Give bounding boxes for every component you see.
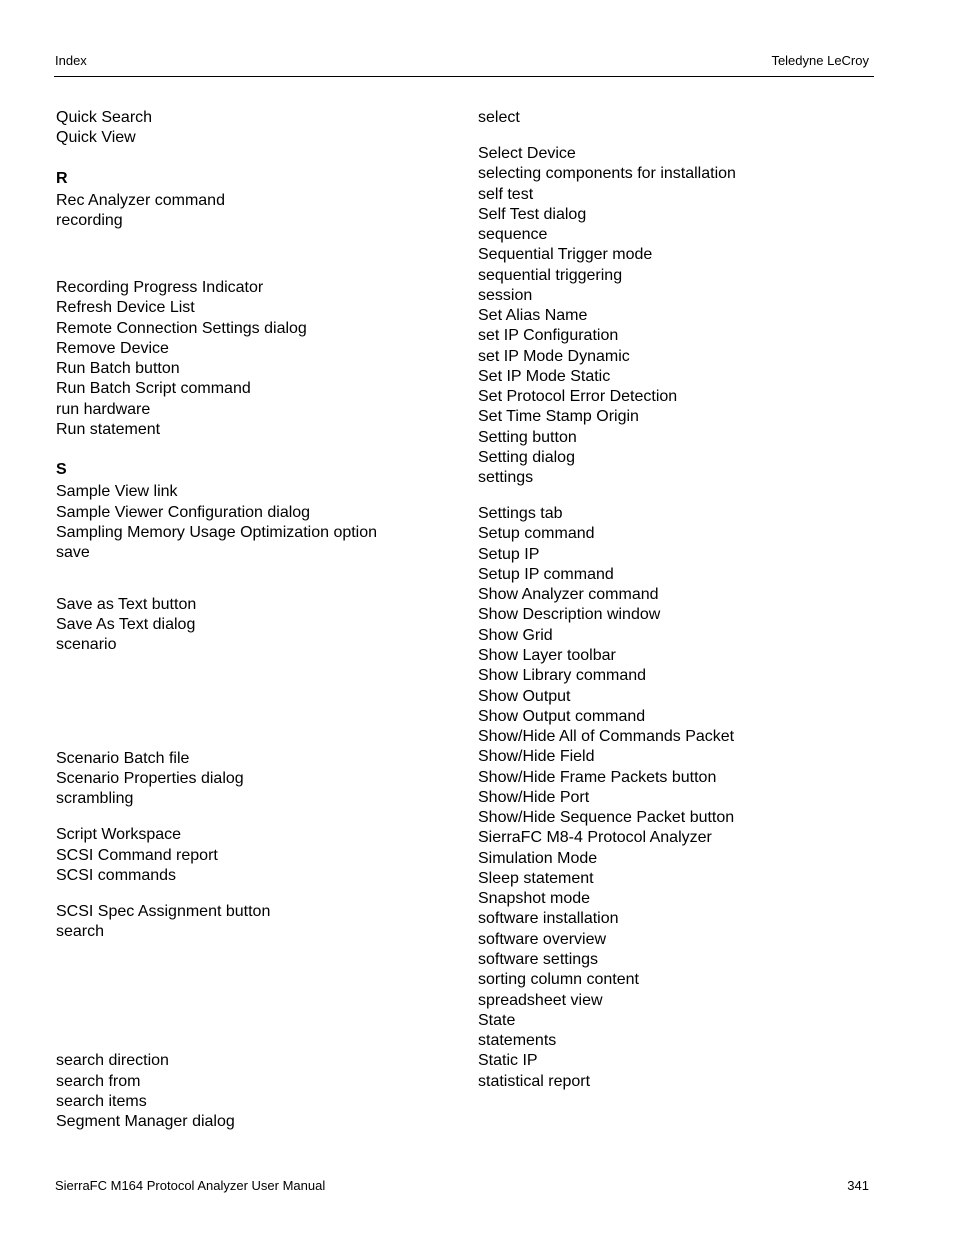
index-entry: Set IP Mode Static	[478, 368, 611, 385]
index-entry: search items	[56, 1093, 147, 1110]
index-entry: Show/Hide Field	[478, 748, 595, 765]
header-section: Index	[55, 53, 87, 68]
index-entry: Show/Hide Sequence Packet button	[478, 809, 735, 826]
index-entry: Show/Hide All of Commands Packet	[478, 728, 735, 745]
index-entry: software settings	[478, 951, 599, 968]
index-entry: Remote Connection Settings dialog	[56, 320, 307, 337]
index-entry: spreadsheet view	[478, 992, 603, 1009]
index-entry: Set Protocol Error Detection	[478, 388, 678, 405]
index-entry: Show Description window	[478, 606, 661, 623]
index-entry: SCSI Command report	[56, 847, 218, 864]
index-entry: Show Output	[478, 688, 571, 705]
section-letter: S	[56, 461, 67, 478]
index-entry: Remove Device	[56, 340, 169, 357]
index-entry: Scenario Properties dialog	[56, 770, 244, 787]
index-entry: Setting dialog	[478, 449, 575, 466]
index-entry: Sample Viewer Configuration dialog	[56, 504, 311, 521]
index-entry: Setup command	[478, 525, 595, 542]
index-entry: Quick View	[56, 129, 136, 146]
index-entry: statements	[478, 1032, 557, 1049]
index-entry: Show Layer toolbar	[478, 647, 616, 664]
index-entry: sorting column content	[478, 971, 639, 988]
index-entry: Refresh Device List	[56, 299, 195, 316]
index-entry: Setting button	[478, 429, 577, 446]
index-entry: software installation	[478, 910, 619, 927]
index-entry: Setup IP command	[478, 566, 614, 583]
index-entry: SCSI Spec Assignment button	[56, 903, 271, 920]
section-letter: R	[56, 170, 68, 187]
index-entry: Show Analyzer command	[478, 586, 659, 603]
index-entry: search from	[56, 1073, 141, 1090]
index-entry: Scenario Batch file	[56, 750, 190, 767]
index-entry: Run Batch Script command	[56, 380, 251, 397]
footer-page-number: 341	[847, 1178, 869, 1193]
index-entry: Sample View link	[56, 483, 178, 500]
index-entry: scrambling	[56, 790, 134, 807]
index-entry: Show Output command	[478, 708, 646, 725]
index-entry: Save As Text dialog	[56, 616, 196, 633]
index-entry: Snapshot mode	[478, 890, 591, 907]
index-entry: select	[478, 109, 520, 126]
index-entry: SierraFC M8-4 Protocol Analyzer	[478, 829, 712, 846]
index-entry: Setup IP	[478, 546, 540, 563]
index-entry: Simulation Mode	[478, 850, 598, 867]
index-entry: State	[478, 1012, 516, 1029]
index-entry: settings	[478, 469, 534, 486]
index-entry: session	[478, 287, 533, 304]
index-entry: Show/Hide Port	[478, 789, 590, 806]
index-entry: self test	[478, 186, 534, 203]
index-entry: Recording Progress Indicator	[56, 279, 264, 296]
index-entry: scenario	[56, 636, 117, 653]
index-entry: Run Batch button	[56, 360, 180, 377]
index-entry: Sequential Trigger mode	[478, 246, 653, 263]
index-entry: Show Library command	[478, 667, 647, 684]
index-entry: Static IP	[478, 1052, 538, 1069]
index-entry: selecting components for installation	[478, 165, 736, 182]
index-entry: Run statement	[56, 421, 161, 438]
index-entry: sequence	[478, 226, 548, 243]
index-entry: Settings tab	[478, 505, 563, 522]
index-entry: search direction	[56, 1052, 169, 1069]
index-entry: Rec Analyzer command	[56, 192, 225, 209]
index-entry: Select Device	[478, 145, 576, 162]
index-entry: Show Grid	[478, 627, 553, 644]
index-entry: statistical report	[478, 1073, 591, 1090]
header-company: Teledyne LeCroy	[771, 53, 869, 68]
index-entry: Sleep statement	[478, 870, 594, 887]
index-entry: recording	[56, 212, 123, 229]
index-entry: set IP Configuration	[478, 327, 619, 344]
index-entry: Set Time Stamp Origin	[478, 408, 639, 425]
index-entry: Script Workspace	[56, 826, 182, 843]
index-entry: Quick Search	[56, 109, 153, 126]
index-entry: Save as Text button	[56, 596, 197, 613]
footer-manual-title: SierraFC M164 Protocol Analyzer User Manual	[55, 1178, 326, 1193]
index-entry: save	[56, 544, 90, 561]
header-divider	[54, 76, 874, 77]
index-entry: set IP Mode Dynamic	[478, 348, 630, 365]
index-entry: sequential triggering	[478, 267, 623, 284]
index-entry: Sampling Memory Usage Optimization option	[56, 524, 378, 541]
index-entry: Segment Manager dialog	[56, 1113, 235, 1130]
index-entry: run hardware	[56, 401, 151, 418]
index-entry: Self Test dialog	[478, 206, 587, 223]
index-entry: search	[56, 923, 105, 940]
index-entry: software overview	[478, 931, 607, 948]
index-entry: Set Alias Name	[478, 307, 588, 324]
index-entry: Show/Hide Frame Packets button	[478, 769, 717, 786]
index-entry: SCSI commands	[56, 867, 177, 884]
